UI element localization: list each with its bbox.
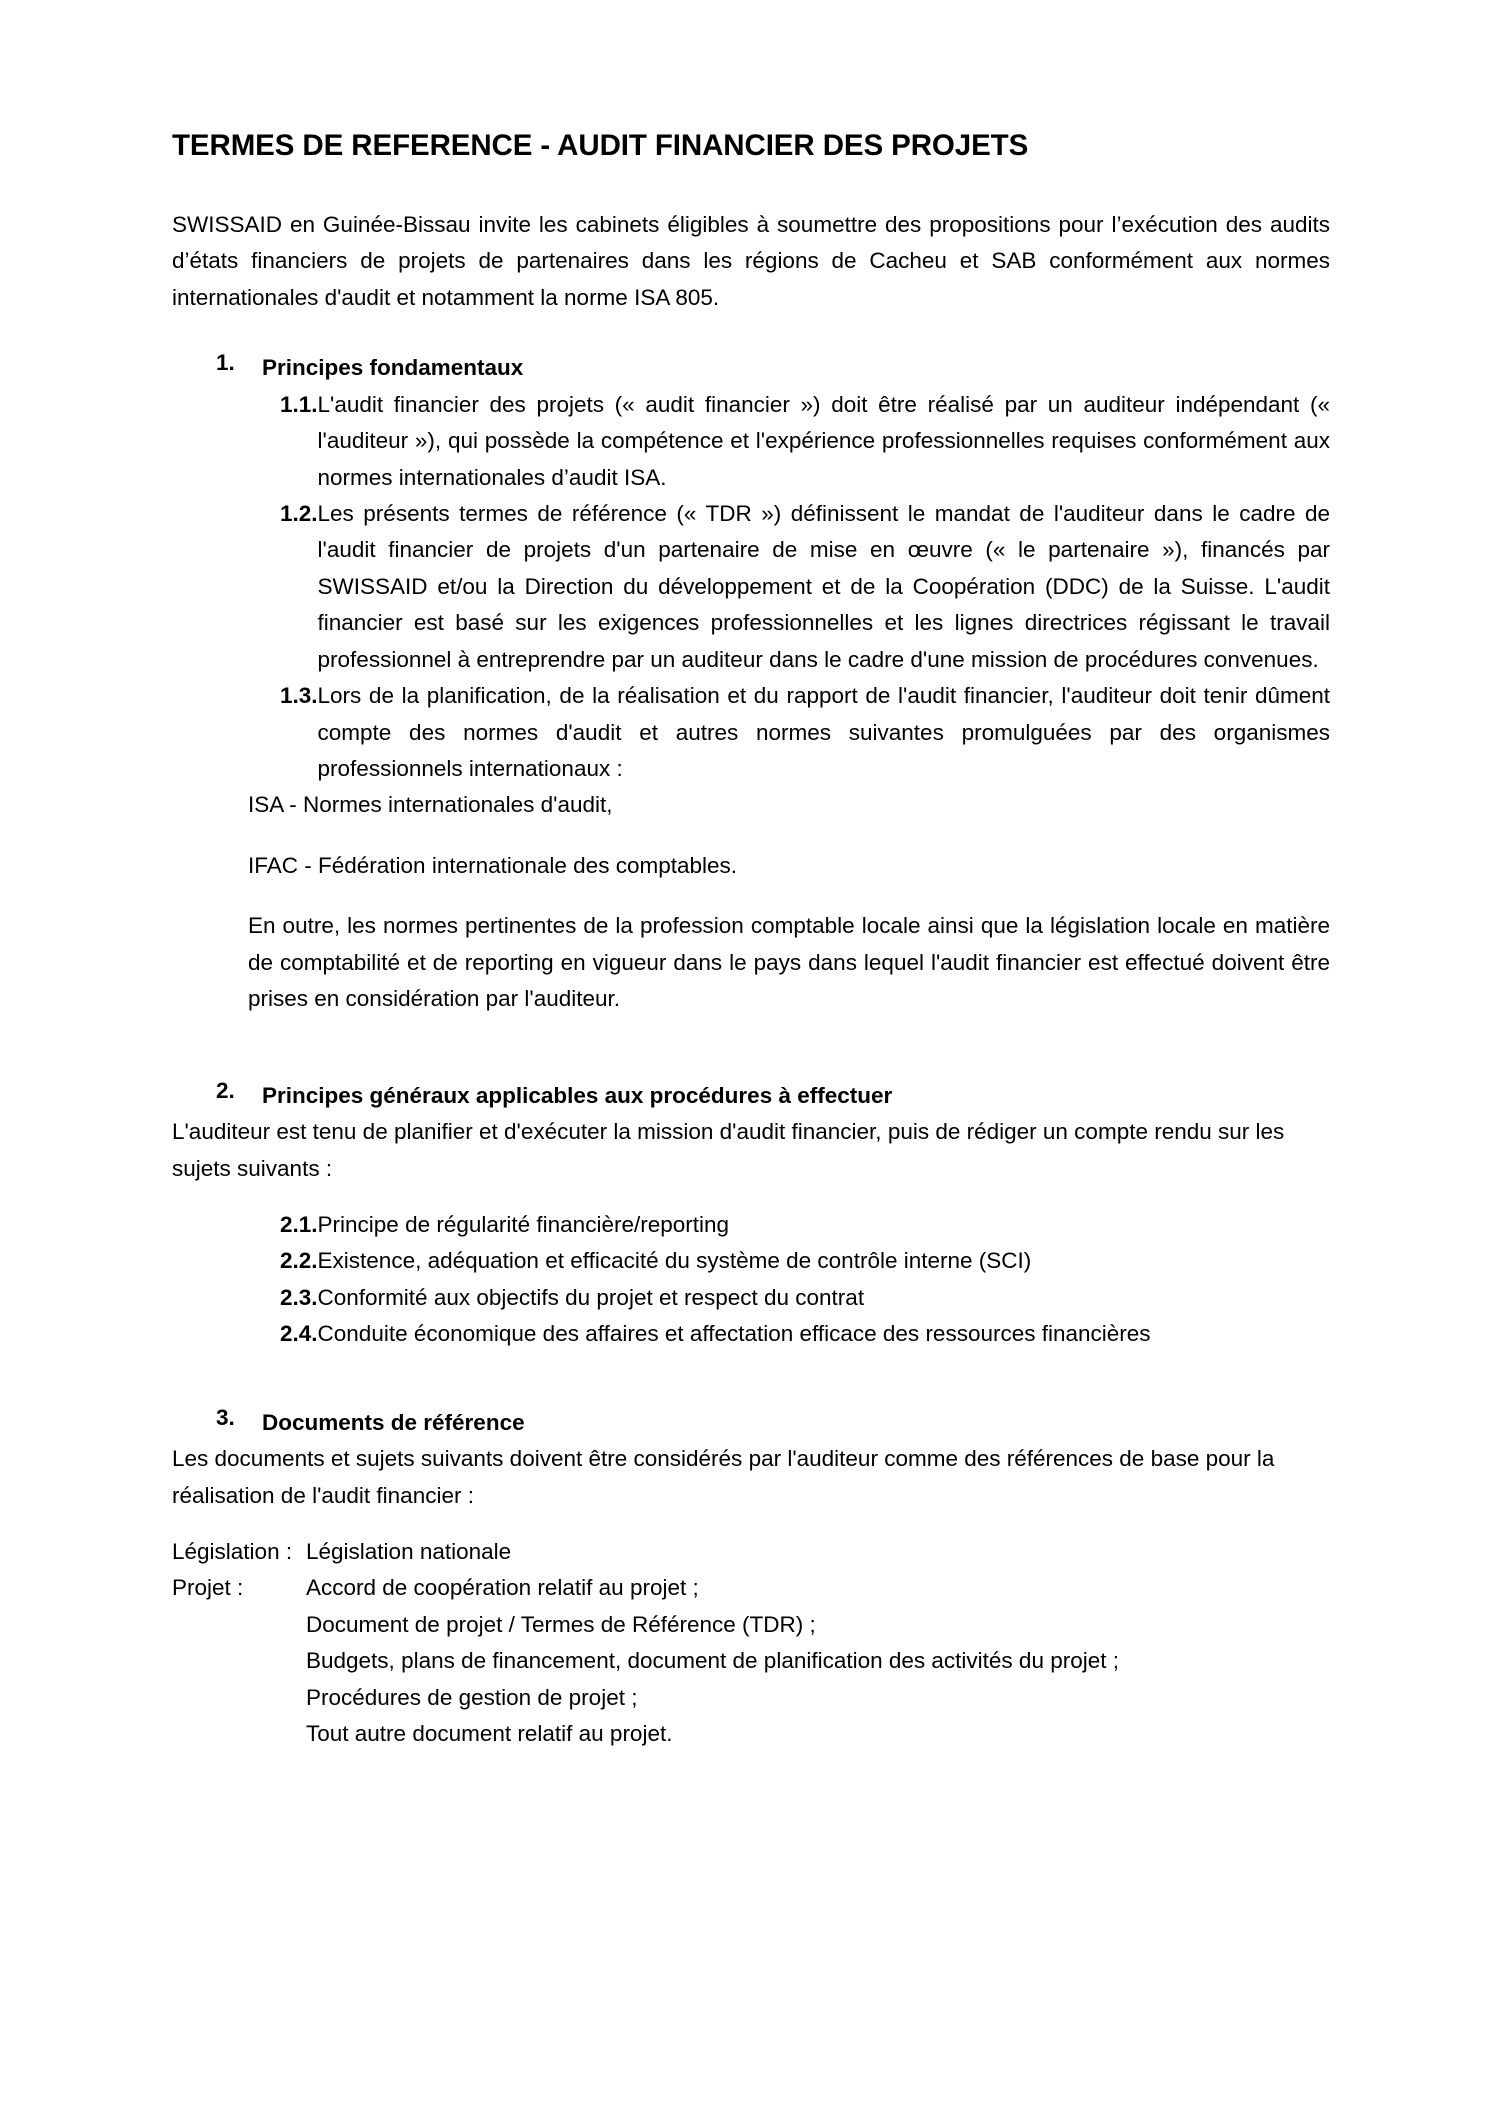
section-3-heading-row [172,1405,1330,1441]
section-2-heading-row [172,1078,1330,1114]
standards-block [248,787,1330,1017]
item-2-2-number: 2.2. [280,1248,318,1274]
reference-row-projet-5 [172,1716,1330,1752]
item-1-2-text: Les présents termes de référence (« TDR ») définissent le mandat de l'auditeur dans le cadre de l'audit financier de projets d'un partenaire de mise en œuvre (« le partenaire »), financés par SWISSAID et/ou la Direction du développement et de la Coopération (DDC) de la Suisse. L'audit financier est basé sur les exigences professionnelles et les lignes directrices régissant le travail professionnel à entreprendre par un auditeur dans le cadre d'une mission de procédures convenues. [317,500,1330,672]
item-2-2 [172,1243,1330,1279]
reference-value-projet-2: Document de projet / Termes de Référence (TDR) ; [306,1611,816,1637]
section-3 [172,1405,1330,1753]
page-title: TERMES DE REFERENCE - AUDIT FINANCIER DES PROJETS [172,129,1029,162]
item-2-4 [172,1316,1330,1352]
item-2-3-text: Conformité aux objectifs du projet et respect du contrat [317,1284,865,1310]
reference-row-projet-2 [172,1607,1330,1643]
section-1-closing: En outre, les normes pertinentes de la profession comptable locale ainsi que la législation locale en matière de comptabilité et de reporting en vigueur dans le pays dans lequel l'audit financier est effectué doivent être prises en considération par l'auditeur. [248,913,1330,1012]
section-1-number: 1. [216,350,235,376]
section-2 [172,1078,1330,1353]
reference-row-projet [172,1570,1330,1606]
item-1-2-number: 1.2. [280,500,318,526]
reference-value-projet-4: Procédures de gestion de projet ; [306,1684,638,1710]
item-1-3-number: 1.3. [280,683,318,709]
section-2-lead: L'auditeur est tenu de planifier et d'exécuter la mission d'audit financier, puis de rédiger un compte rendu sur les sujets suivants : [172,1119,1285,1181]
section-1 [172,350,1330,1017]
reference-label-projet: Projet : [172,1575,244,1601]
item-1-3-text: Lors de la planification, de la réalisation et du rapport de l'audit financier, l'auditeur doit tenir dûment compte des normes d'audit et autres normes suivantes promulguées par des organismes professionnels internationaux : [317,683,1330,781]
section-2-heading: Principes généraux applicables aux procédures à effectuer [262,1082,893,1108]
item-1-1-text: L'audit financier des projets (« audit financier ») doit être réalisé par un auditeur indépendant (« l'auditeur »), qui possède la compétence et l'expérience professionnelles requises conformément aux normes internationales d’audit ISA. [317,391,1330,490]
section-1-heading-row [172,350,1330,386]
section-3-lead: Les documents et sujets suivants doivent être considérés par l'auditeur comme des références de base pour la réalisation de l'audit financier : [172,1446,1275,1508]
item-2-4-number: 2.4. [280,1321,318,1347]
item-2-1-number: 2.1. [280,1211,318,1237]
section-2-number: 2. [216,1077,235,1103]
item-1-2 [172,496,1330,678]
intro-paragraph: SWISSAID en Guinée-Bissau invite les cabinets éligibles à soumettre des propositions pour l’exécution des audits d’états financiers de projets de partenaires dans les régions de Cacheu et SAB conformément aux normes internationales d'audit et notamment la norme ISA 805. [172,211,1330,310]
reference-value-projet-1: Accord de coopération relatif au projet ; [306,1575,699,1601]
reference-label-legislation: Législation : [172,1539,293,1564]
section-3-heading: Documents de référence [262,1409,525,1435]
item-1-1-number: 1.1. [280,391,318,417]
reference-row-legislation [172,1534,1330,1570]
item-2-2-text: Existence, adéquation et efficacité du système de contrôle interne (SCI) [317,1248,1032,1274]
reference-row-projet-4 [172,1680,1330,1716]
item-2-1-text: Principe de régularité financière/reporting [317,1211,730,1237]
item-1-3 [172,678,1330,787]
item-2-4-text: Conduite économique des affaires et affectation efficace des ressources financières [317,1321,1151,1347]
item-2-3-number: 2.3. [280,1284,318,1310]
reference-value-projet-3: Budgets, plans de financement, document de planification des activités du projet ; [306,1648,1119,1674]
item-2-1 [172,1207,1330,1243]
item-2-3 [172,1280,1330,1316]
reference-row-projet-3 [172,1643,1330,1679]
standard-isa: ISA - Normes internationales d'audit, [248,792,613,818]
section-3-number: 3. [216,1404,235,1430]
standard-ifac: IFAC - Fédération internationale des comptables. [248,852,738,878]
reference-value-projet-5: Tout autre document relatif au projet. [306,1721,673,1747]
section-1-heading: Principes fondamentaux [262,355,524,381]
reference-value-legislation-1: Législation nationale [306,1539,512,1564]
item-1-1 [172,387,1330,496]
